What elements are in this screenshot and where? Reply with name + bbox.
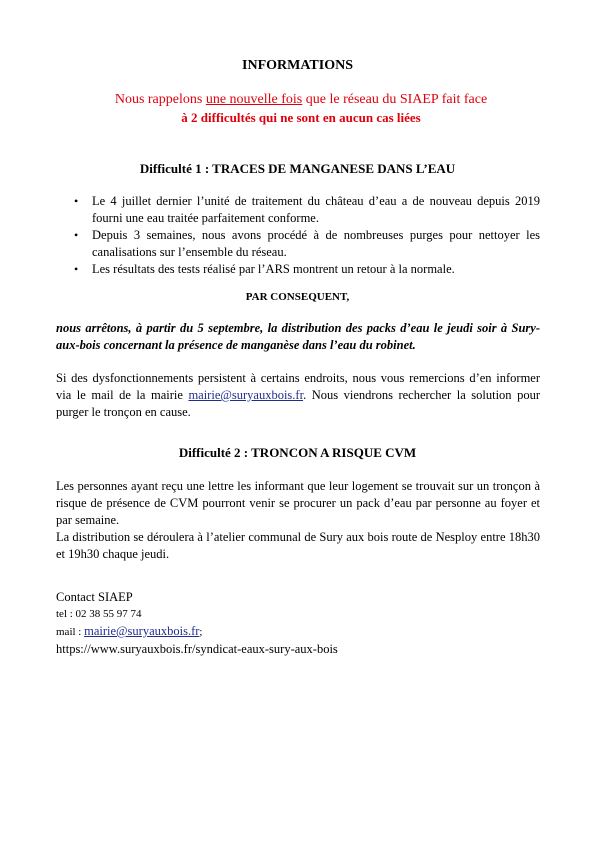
contact-block <box>56 589 540 658</box>
mairie-email-link[interactable]: mairie@suryauxbois.fr <box>188 388 304 402</box>
consequence-label: PAR CONSEQUENT, <box>245 291 350 303</box>
bullet-icon: • <box>74 262 79 276</box>
malfunction-paragraph <box>56 370 540 421</box>
difficulty-1-bullet-list <box>56 193 540 278</box>
list-item <box>56 261 540 278</box>
difficulty-1-heading: Difficulté 1 : TRACES DE MANGANESE DANS L’EAU <box>139 161 456 176</box>
contact-mail-label: mail : <box>56 626 85 638</box>
intro-line-1 <box>56 92 546 108</box>
malfunction-text-before: Si des dysfonctionnements persistent à certains endroits, nous vous remercions d’en informer via le mail de la mairie <box>56 371 540 402</box>
bullet-icon: • <box>74 194 79 208</box>
list-item-text: Depuis 3 semaines, nous avons procédé à de nombreuses purges pour nettoyer les canalisations sur l’ensemble du réseau. <box>92 228 540 259</box>
contact-label: Contact SIAEP <box>56 590 133 604</box>
list-item-text: Le 4 juillet dernier l’unité de traitement du château d’eau a de nouveau depuis 2019 fourni une eau traitée parfaitement conforme. <box>92 194 540 225</box>
contact-mail-line <box>56 623 540 641</box>
difficulty-2-heading: Difficulté 2 : TRONCON A RISQUE CVM <box>178 445 417 460</box>
malfunction-text-after: . Nous viendrons rechercher la solution pour purger le tronçon en cause. <box>56 388 540 419</box>
intro-text-1: Nous rappelons <box>114 92 206 107</box>
intro-text-2: que le réseau du SIAEP fait face <box>302 92 488 107</box>
intro-line-2: à 2 difficultés qui ne sont en aucun cas liées <box>181 110 421 125</box>
page-title: INFORMATIONS <box>242 58 353 73</box>
cvm-paragraph-2: La distribution se déroulera à l’atelier communal de Sury aux bois route de Nesploy entre 18h30 et 19h30 chaque jeudi. <box>56 530 540 561</box>
intro-underlined-text: une nouvelle fois <box>205 92 303 107</box>
list-item <box>56 227 540 261</box>
contact-website-url[interactable]: https://www.suryauxbois.fr/syndicat-eaux-sury-aux-bois <box>56 642 338 656</box>
announcement-text: nous arrêtons, à partir du 5 septembre, la distribution des packs d’eau le jeudi soir à Sury-aux-bois concernant la présence de manganèse dans l’eau du robinet. <box>56 321 540 352</box>
list-item-text: Les résultats des tests réalisé par l’ARS montrent un retour à la normale. <box>92 262 455 276</box>
contact-mail-suffix: ; <box>199 626 203 638</box>
list-item <box>56 193 540 227</box>
contact-tel: tel : 02 38 55 97 74 <box>56 608 142 620</box>
cvm-paragraph-1: Les personnes ayant reçu une lettre les informant que leur logement se trouvait sur un tronçon à risque de présence de CVM pourront venir se procurer un pack d’eau par personne au foyer et par semaine. <box>56 479 540 527</box>
contact-email-link[interactable]: mairie@suryauxbois.fr <box>84 624 200 638</box>
bullet-icon: • <box>74 228 79 242</box>
